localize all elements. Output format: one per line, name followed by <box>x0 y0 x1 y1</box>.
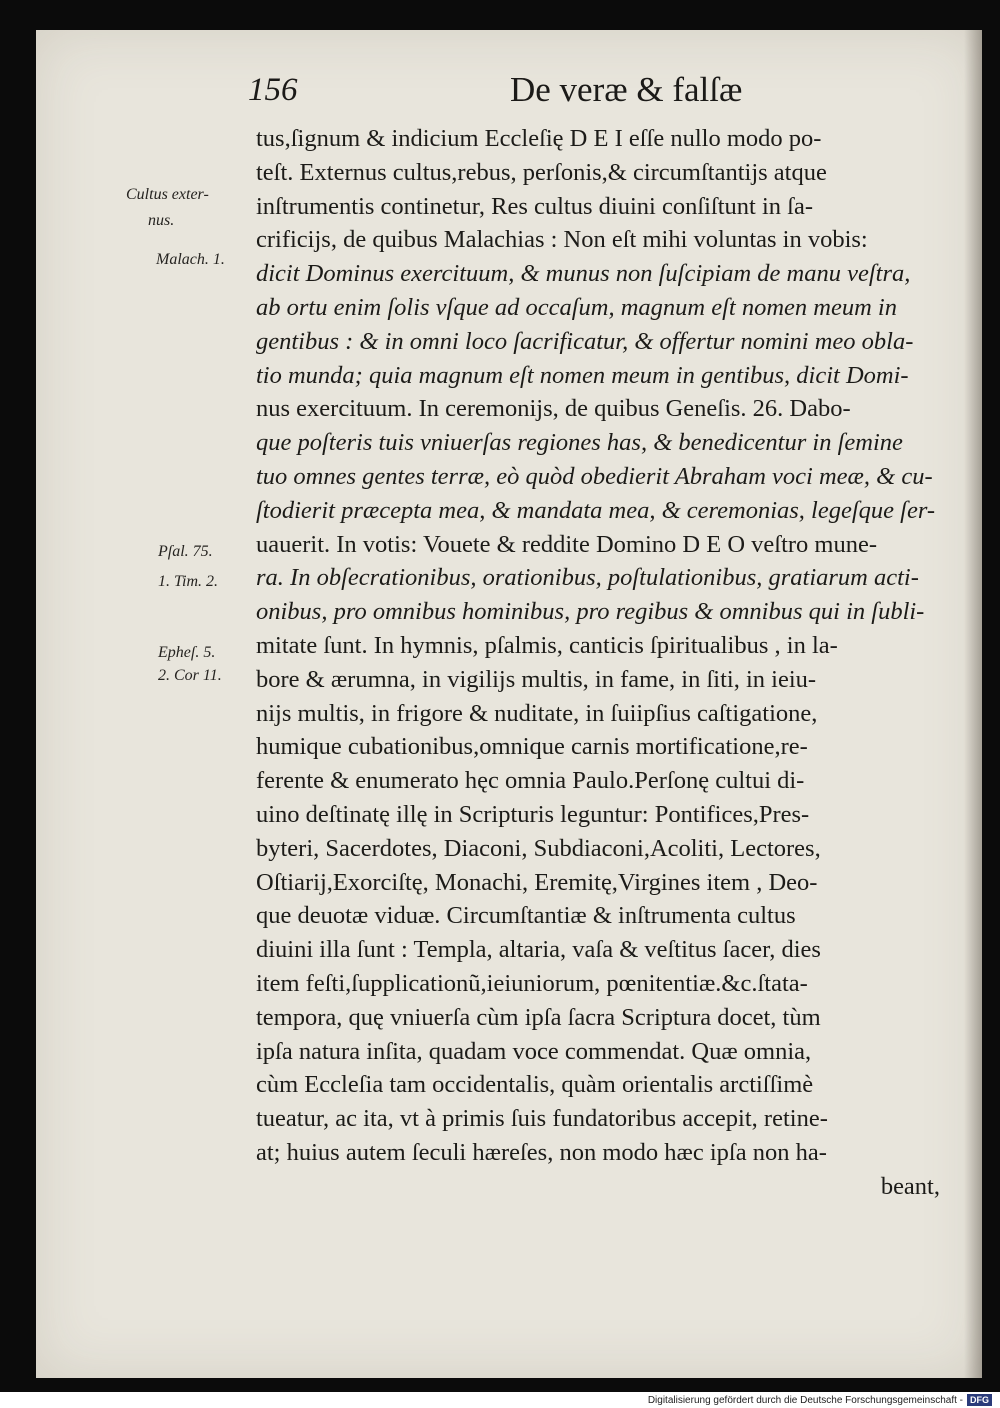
page-spine-shadow <box>964 30 982 1378</box>
text-line: tueatur, ac ita, vt à primis ſuis fundatoribus accepit, retine- <box>256 1105 828 1133</box>
text-line: nijs multis, in frigore & nuditate, in ſuiipſius caſtigatione, <box>256 699 818 727</box>
margin-note: Cultus exter- <box>126 186 209 203</box>
text-line: ipſa natura inſita, quadam voce commendat. Quæ omnia, <box>256 1037 812 1065</box>
text-line: nus exercituum. In ceremonijs, de quibus Geneſis. 26. Dabo- <box>256 395 851 423</box>
text-line: tuo omnes gentes terræ, eò quòd obedierit Abraham voci meæ, & cu- <box>256 462 933 490</box>
page-number: 156 <box>248 72 298 108</box>
text-line: byteri, Sacerdotes, Diaconi, Subdiaconi,Acoliti, Lectores, <box>256 834 821 862</box>
margin-note: 1. Tim. 2. <box>158 573 219 590</box>
dfg-logo: DFG <box>967 1394 992 1406</box>
text-line: teſt. Externus cultus,rebus, perſonis,& circumſtantijs atque <box>256 158 827 186</box>
footer-bar <box>0 1392 1000 1408</box>
text-line: bore & ærumna, in vigilijs multis, in fame, in ſiti, in ieiu- <box>256 665 817 693</box>
margin-note: 2. Cor 11. <box>158 667 222 684</box>
text-line: inſtrumentis continetur, Res cultus diuini conſiſtunt in ſa- <box>256 192 814 220</box>
text-line: uino deſtinatę illę in Scripturis leguntur: Pontifices,Pres- <box>256 800 810 828</box>
catchword: beant, <box>880 1172 940 1200</box>
text-line: ab ortu enim ſolis vſque ad occaſum, magnum eſt nomen meum in <box>256 293 897 321</box>
text-line: onibus, pro omnibus hominibus, pro regibus & omnibus qui in ſubli- <box>256 598 925 626</box>
text-line: dicit Dominus exercituum, & munus non ſuſcipiam de manu veſtra, <box>256 260 911 288</box>
text-line: tio munda; quia magnum eſt nomen meum in gentibus, dicit Domi- <box>256 361 909 389</box>
text-line: mitate ſunt. In hymnis, pſalmis, canticis ſpiritualibus , in la- <box>256 631 838 659</box>
text-line: ſtodierit præcepta mea, & mandata mea, & ceremonias, legeſque ſer- <box>256 496 936 524</box>
text-line: que poſteris tuis vniuerſas regiones has, & benedicentur in ſemine <box>256 429 903 457</box>
text-line: at; huius autem ſeculi hæreſes, non modo hæc ipſa non ha- <box>256 1138 827 1166</box>
margin-note: Pſal. 75. <box>158 543 213 560</box>
margin-note: Malach. 1. <box>156 251 225 268</box>
text-line: item feſti,ſupplicationũ,ieiuniorum, pœnitentiæ.&c.ſtata- <box>256 969 808 997</box>
body-text <box>256 122 940 1204</box>
text-line: cùm Eccleſia tam occidentalis, quàm orientalis arctiſſimè <box>256 1071 814 1099</box>
footer-credit: Digitalisierung gefördert durch die Deutsche Forschungsgemeinschaft - <box>647 1394 963 1406</box>
text-line: ra. In obſecrationibus, orationibus, poſtulationibus, gratiarum acti- <box>256 564 919 592</box>
margin-note: Epheſ. 5. <box>158 644 216 661</box>
text-line: crificijs, de quibus Malachias : Non eſt mihi voluntas in vobis: <box>256 226 868 254</box>
text-line: Oſtiarij,Exorciſtę, Monachi, Eremitę,Virgines item , Deo- <box>256 868 818 896</box>
text-line: uauerit. In votis: Vouete & reddite Domino D E O veſtro mune- <box>256 530 878 558</box>
text-line: humique cubationibus,omnique carnis mortificatione,re- <box>256 733 808 761</box>
text-line: que deuotæ viduæ. Circumſtantiæ & inſtrumenta cultus <box>256 902 796 930</box>
text-line: tempora, quę vniuerſa cùm ipſa ſacra Scriptura docet, tùm <box>256 1003 821 1031</box>
text-line: gentibus : & in omni loco ſacrificatur, & offertur nomini meo obla- <box>256 327 914 355</box>
text-line: ferente & enumerato hęc omnia Paulo.Perſonę cultui di- <box>256 767 805 795</box>
margin-note: nus. <box>148 212 175 229</box>
text-line: diuini illa ſunt : Templa, altaria, vaſa & veſtitus ſacer, dies <box>256 936 821 964</box>
text-line: tus,ſignum & indicium Eccleſię D E I eſſe nullo modo po- <box>256 125 822 152</box>
running-title: De veræ & falſæ <box>510 70 743 109</box>
